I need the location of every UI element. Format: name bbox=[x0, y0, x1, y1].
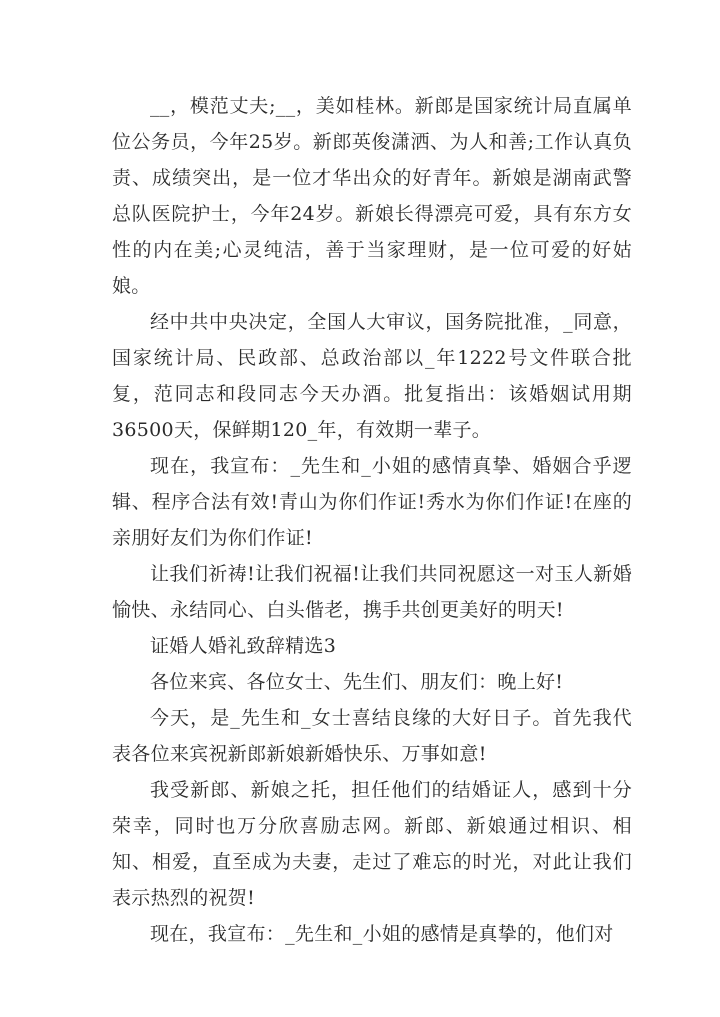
document-body bbox=[112, 88, 632, 952]
paragraph-witness: 我受新郎、新娘之托，担任他们的结婚证人，感到十分荣幸，同时也万分欣喜励志网。新郎、新娘通过相识、相知、相爱，直至成为夫妻，走过了难忘的时光，对此让我们表示热烈的祝贺! bbox=[112, 779, 632, 909]
paragraph-final-declaration: 现在，我宣布：_先生和_小姐的感情是真挚的，他们对 bbox=[150, 923, 614, 945]
paragraph-approval: 经中共中央决定，全国人大审议，国务院批准，_同意，国家统计局、民政部、总政治部以_年1222号文件联合批复，范同志和段同志今天办酒。批复指出：该婚姻试用期36500天，保鲜期120_年，有效期一辈子。 bbox=[112, 311, 632, 441]
section-heading: 证婚人婚礼致辞精选3 bbox=[150, 635, 337, 657]
paragraph-today: 今天，是_先生和_女士喜结良缘的大好日子。首先我代表各位来宾祝新郎新娘新婚快乐、万事如意! bbox=[112, 707, 632, 765]
paragraph-groom-bride-intro: __，模范丈夫;__，美如桂林。新郎是国家统计局直属单位公务员，今年25岁。新郎英俊潇洒、为人和善;工作认真负责、成绩突出，是一位才华出众的好青年。新娘是湖南武警总队医院护士，今年24岁。新娘长得漂亮可爱，具有东方女性的内在美;心灵纯洁，善于当家理财，是一位可爱的好姑娘。 bbox=[112, 95, 632, 297]
paragraph-declaration: 现在，我宣布：_先生和_小姐的感情真挚、婚姻合乎逻辑、程序合法有效!青山为你们作证!秀水为你们作证!在座的亲朋好友们为你们作证! bbox=[112, 455, 632, 549]
paragraph-blessing: 让我们祈祷!让我们祝福!让我们共同祝愿这一对玉人新婚愉快、永结同心、白头偕老，携手共创更美好的明天! bbox=[112, 563, 632, 621]
paragraph-greeting: 各位来宾、各位女士、先生们、朋友们：晚上好! bbox=[150, 671, 564, 693]
